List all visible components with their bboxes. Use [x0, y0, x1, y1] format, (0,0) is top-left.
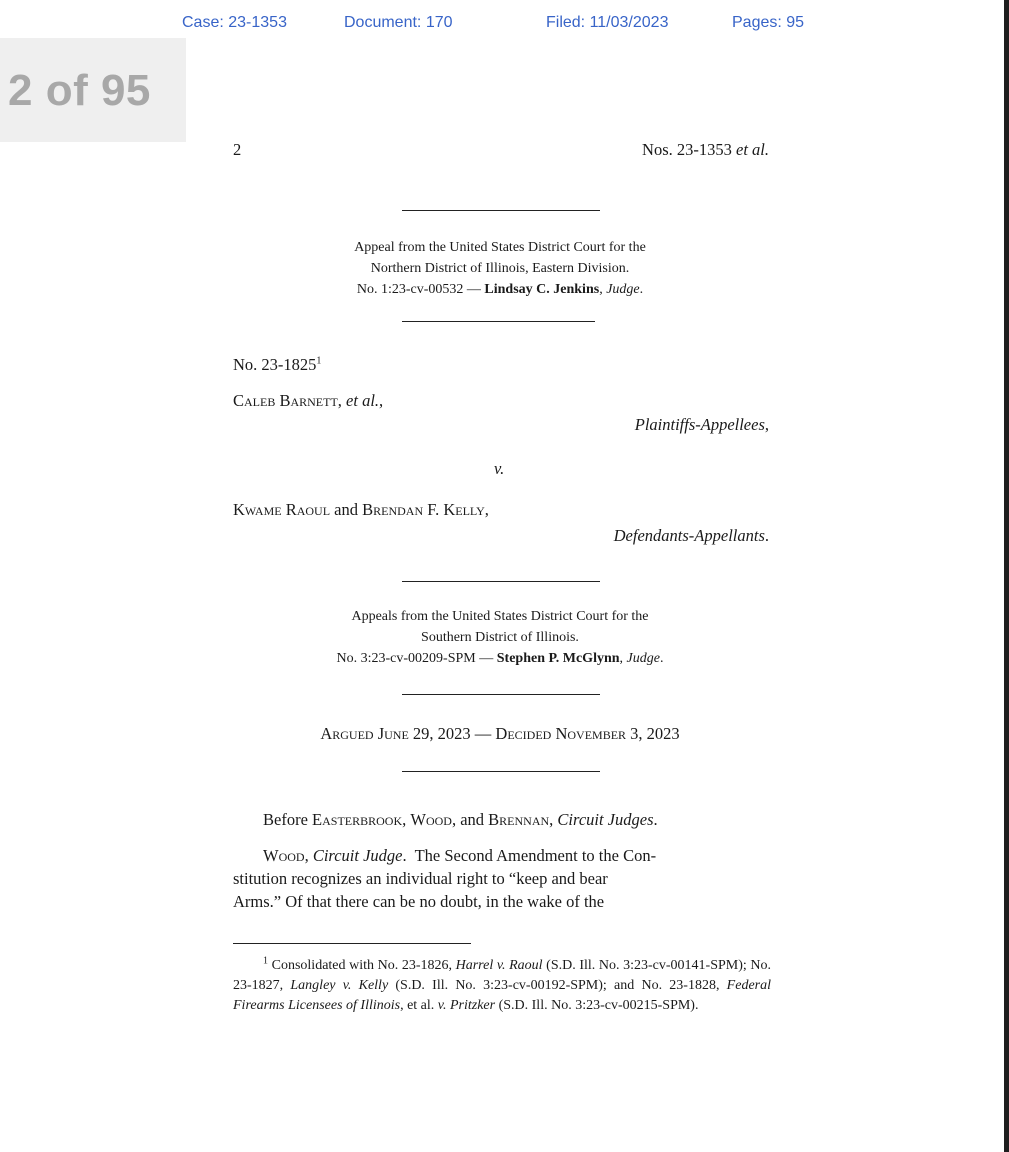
- panel-line: Before Easterbrook, Wood, and Brennan, Circuit Judges.: [263, 810, 658, 829]
- case-number-2: No. 23-1825$^1$: [233, 355, 322, 374]
- page-count: Pages: 95: [732, 14, 805, 31]
- footnote-mark: 1: [263, 955, 268, 967]
- page-indicator-text: 2 of 95: [8, 66, 151, 115]
- footnote-divider: [233, 943, 471, 944]
- divider: [402, 581, 600, 582]
- defendants-role: Defendants-Appellants.: [613, 526, 769, 545]
- running-head-page-number: 2: [233, 140, 242, 159]
- divider: [402, 771, 600, 772]
- district-judge-2: Stephen P. McGlynn: [496, 651, 620, 666]
- footnote-1: $^1$ Consolidated with No. 23-1826, Harrel v. Raoul (S.D. Ill. No. 3:23-cv-00141-SPM); No. 23-1827, Langley v. Kelly (S.D. Ill. No. 3:23-cv-00192-SPM); and No. 23-1828, Federal Firearms Licensees of Illinois, et al. v. Pritzker (S.D. Ill. No. 3:23-cv-00215-SPM).: [233, 955, 772, 1013]
- case-number: Case: 23-1353: [182, 14, 287, 31]
- opinion-author: Wood: [263, 846, 305, 865]
- district-judge-1: Lindsay C. Jenkins: [484, 282, 600, 297]
- opinion-text: Wood, Circuit Judge. The Second Amendment to the Con- stitution recognizes an individual right to “keep and bear Arms.” Of that there can be no doubt, in the wake of the: [233, 846, 657, 911]
- document-number: Document: 170: [344, 14, 453, 31]
- divider: [402, 321, 595, 322]
- versus: v.: [494, 459, 505, 478]
- plaintiffs-role: Plaintiffs-Appellees,: [634, 415, 769, 434]
- divider: [402, 694, 600, 695]
- defendants-line: Kwame Raoul and Brendan F. Kelly,: [233, 500, 489, 519]
- appeal-block-1: Appeal from the United States District Court for the Northern District of Illinois, Eastern Division. No. 1:23-cv-00532 — Lindsay C. Jenkins, Judge.: [354, 240, 646, 297]
- divider: [402, 210, 600, 211]
- plaintiffs-name: Caleb Barnett: [233, 391, 338, 410]
- footnote-reference: 1: [316, 355, 322, 367]
- viewer-right-edge: [1004, 0, 1009, 1152]
- argued-decided-dates: Argued June 29, 2023 — Decided November 3, 2023: [320, 724, 680, 743]
- plaintiffs-line: Caleb Barnett, et al.,: [233, 391, 384, 410]
- running-head-case-numbers: Nos. 23-1353 et al.: [642, 140, 769, 159]
- filed-date: Filed: 11/03/2023: [546, 14, 669, 31]
- page-indicator: [0, 38, 186, 142]
- pacer-header: [0, 10, 1000, 38]
- appeal-block-2: Appeals from the United States District Court for the Southern District of Illinois. No. 3:23-cv-00209-SPM — Stephen P. McGlynn, Judge.: [336, 609, 664, 666]
